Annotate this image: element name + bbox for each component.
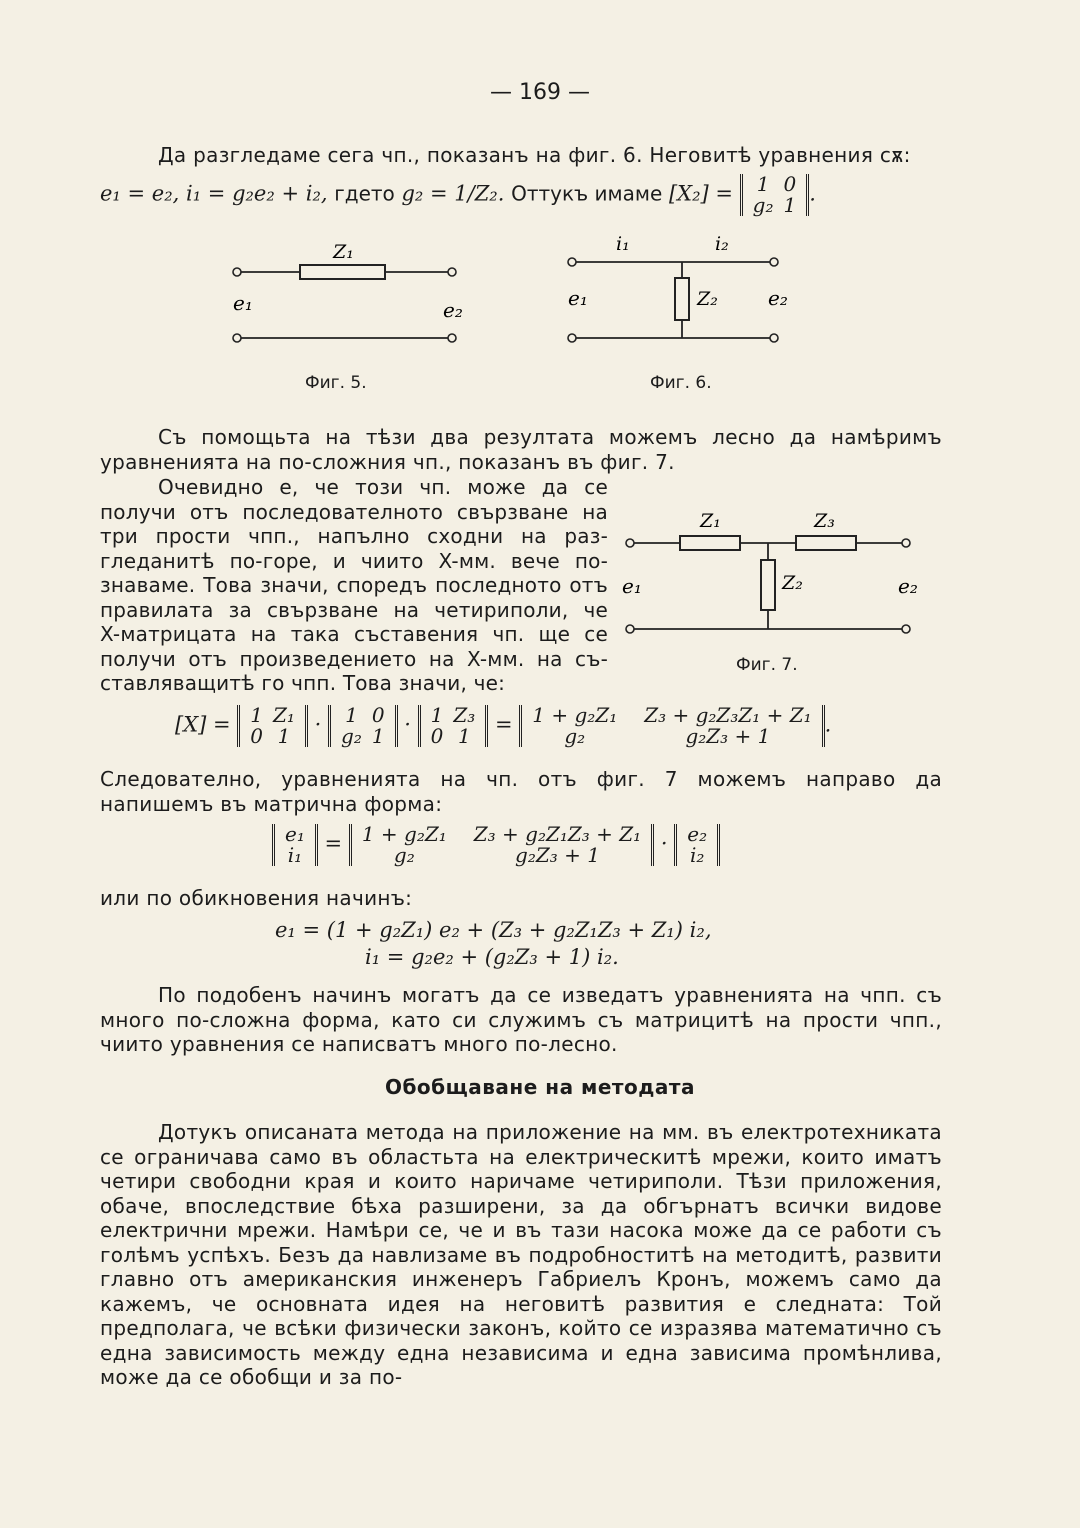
fig5-e1-label: e₁ [233,291,253,315]
p2-line-6: правилата за свързване на четириполи, че [100,597,608,622]
m3-00: 1 [430,703,444,727]
product-equals: = [494,712,513,737]
res-01: Z₃ + g₂Z₃Z₁ + Z₁ [644,703,812,727]
vector-e2-i2 [674,824,720,866]
intro-eq-hence: Оттукъ имаме [511,181,663,206]
page-number: — 169 — [490,80,590,105]
m1-10: 0 [250,724,264,748]
product-eq-lhs: [X] = [175,712,231,737]
rhs-e2: e₂ [687,822,708,846]
paragraph-5: Дотукъ описаната метода на приложение на мм. въ електротехниката се ограничава само въ областьта на електрическитѣ мрежи, които иматъ четири свободни края и които наричаме четириполи. Тѣзи приложения, обаче, впоследствие бѣха разширени, за да обгърнатъ всички видове електрични мрежи. Намѣри се, че и въ тази насока може да се работи съ голѣмъ успѣхъ. Безъ да навлизаме въ подробноститѣ на методитѣ, развити главно отъ американския инженеръ Габриелъ Кронъ, можемъ само да кажемъ, че основната идея на неговитѣ развития е следната: Той предполага, че всѣки физически законъ, който се изразява математично съ една зависимость между една независима и една зависима промѣнлива, може да се обобщи и за по- [100,1120,942,1389]
m1-11: 1 [277,724,291,748]
paragraph-1: Съ помощьта на тѣзи два резултата можемъ лесно да намѣримъ уравненията на по-сложния чп., показанъ въ фиг. 7. [100,425,942,474]
m2-00: 1 [345,703,358,727]
p2-line-8: получи отъ произведението на X-мм. на съ- [100,646,608,671]
mid-00: 1 + g₂Z₁ [361,822,447,846]
intro-eq-x: [X₂] = [668,181,733,206]
x2-m-00: 1 [756,172,770,196]
fig6-z2-label: Z₂ [697,288,718,310]
fig7-z2-label: Z₂ [782,572,803,594]
m3-10: 0 [430,724,444,748]
fig7-e1-label: e₁ [622,574,642,598]
paragraph-4: По подобенъ начинъ могатъ да се изведатъ уравненията на чпп. съ много по-сложна форма, като си служимъ съ матрицитѣ на прости чпп., чиито уравнения се написватъ много по-лесно. [100,983,942,1056]
section-heading: Обобщаване на методата [384,1075,696,1099]
ordinary-eq-line-2: i₁ = g₂e₂ + (g₂Z₃ + 1) i₂. [365,945,619,969]
m2-10: g₂ [341,724,362,748]
ordinary-eq-line-1: e₁ = (1 + g₂Z₁) e₂ + (Z₃ + g₂Z₁Z₃ + Z₁) i₂, [275,918,712,942]
matrix-eq-equals: = [324,831,343,856]
intro-line: Да разгледаме сега чп., показанъ на фиг. 6. Неговитѣ уравнения сѫ: [158,143,911,167]
fig6-e1-label: e₁ [568,286,588,310]
fig6-i2-label: i₂ [715,233,729,255]
p2-line-7: X-матрицата на така съставения чп. ще се [100,622,608,646]
m3-11: 1 [457,724,471,748]
mid-10: g₂ [393,843,415,867]
fig7-resistor-z2 [761,560,775,610]
fig7-resistor-z1 [680,536,740,550]
p2-line-9: ставляващитѣ го чпп. Това значи, че: [100,671,506,695]
p2-line-4: гледанитѣ по-горе, и чиито X-мм. вече по- [100,548,608,573]
x2-m-11: 1 [783,193,797,217]
lhs-i1: i₁ [287,843,303,867]
res-11: g₂Z₃ + 1 [685,724,771,748]
fig5-caption: Фиг. 5. [305,373,367,393]
matrix-eq-dot: · [660,831,668,856]
x2-m-10: g₂ [752,193,774,217]
figure-7-diagram [618,505,928,640]
intro-eq-where: гдето [334,181,395,206]
p2-line-1: Очевидно е, че този чп. може да се [158,475,608,499]
mid-11: g₂Z₃ + 1 [515,843,600,867]
m2-01: 0 [371,703,385,727]
fig7-resistor-z3 [796,536,856,550]
matrix-z1 [237,705,308,747]
res-00: 1 + g₂Z₁ [532,703,618,727]
intro-eq-g: g₂ = 1/Z₂. [401,181,505,206]
fig6-e2-label: e₂ [768,286,788,310]
product-end: . [824,712,832,737]
fig5-e2-label: e₂ [443,298,463,322]
fig7-e2-label: e₂ [898,574,918,598]
rhs-i2: i₂ [689,843,705,867]
fig6-resistor-z2 [675,278,689,320]
matrix-g2 [328,705,398,747]
paragraph-2 [100,475,608,696]
fig7-z3-label: Z₃ [814,510,835,532]
x2-matrix [740,174,810,216]
fig5-z1-label: Z₁ [333,241,354,263]
product-equation [175,705,831,747]
vector-e1-i1 [272,824,318,866]
fig6-i1-label: i₁ [616,233,630,255]
fig6-caption: Фиг. 6. [650,373,712,393]
product-dot-2: · [404,712,411,737]
x2-m-01: 0 [783,172,797,196]
matrix-equation [272,824,720,866]
m1-00: 1 [250,703,264,727]
matrix-z3 [418,705,489,747]
m1-01: Z₁ [273,703,295,727]
res-10: g₂ [564,724,586,748]
m3-01: Z₃ [453,703,476,727]
mid-01: Z₃ + g₂Z₁Z₃ + Z₁ [473,822,642,846]
p2-line-2: получи отъ последователното свързване на [100,499,608,524]
ordinary-label: или по обикновения начинъ: [100,886,413,910]
figure-6-diagram [560,228,790,350]
fig7-z1-label: Z₁ [700,510,721,532]
matrix-result [519,705,824,747]
matrix-chain [349,824,654,866]
p2-line-5: знаваме. Това значи, споредъ последното отъ [100,573,608,597]
intro-eq-lhs: e₁ = e₂, i₁ = g₂e₂ + i₂, [100,181,328,206]
product-dot-1: · [314,712,322,737]
p2-line-3: три прости чпп., напълно сходни на раз- [100,524,608,548]
fig7-caption: Фиг. 7. [736,655,798,675]
figure-5-diagram [225,240,475,350]
m2-11: 1 [371,724,385,748]
fig5-resistor-z1 [300,265,385,279]
intro-equation: e₁ = e₂, i₁ = g₂e₂ + i₂, гдето g₂ = 1/Z₂. Оттукъ имаме [X₂] = 1 0 g₂ 1 . [100,172,816,217]
paragraph-3: Следователно, уравненията на чп. отъ фиг. 7 можемъ направо да напишемъ въ матрична форма: [100,767,942,816]
lhs-e1: e₁ [285,822,305,846]
